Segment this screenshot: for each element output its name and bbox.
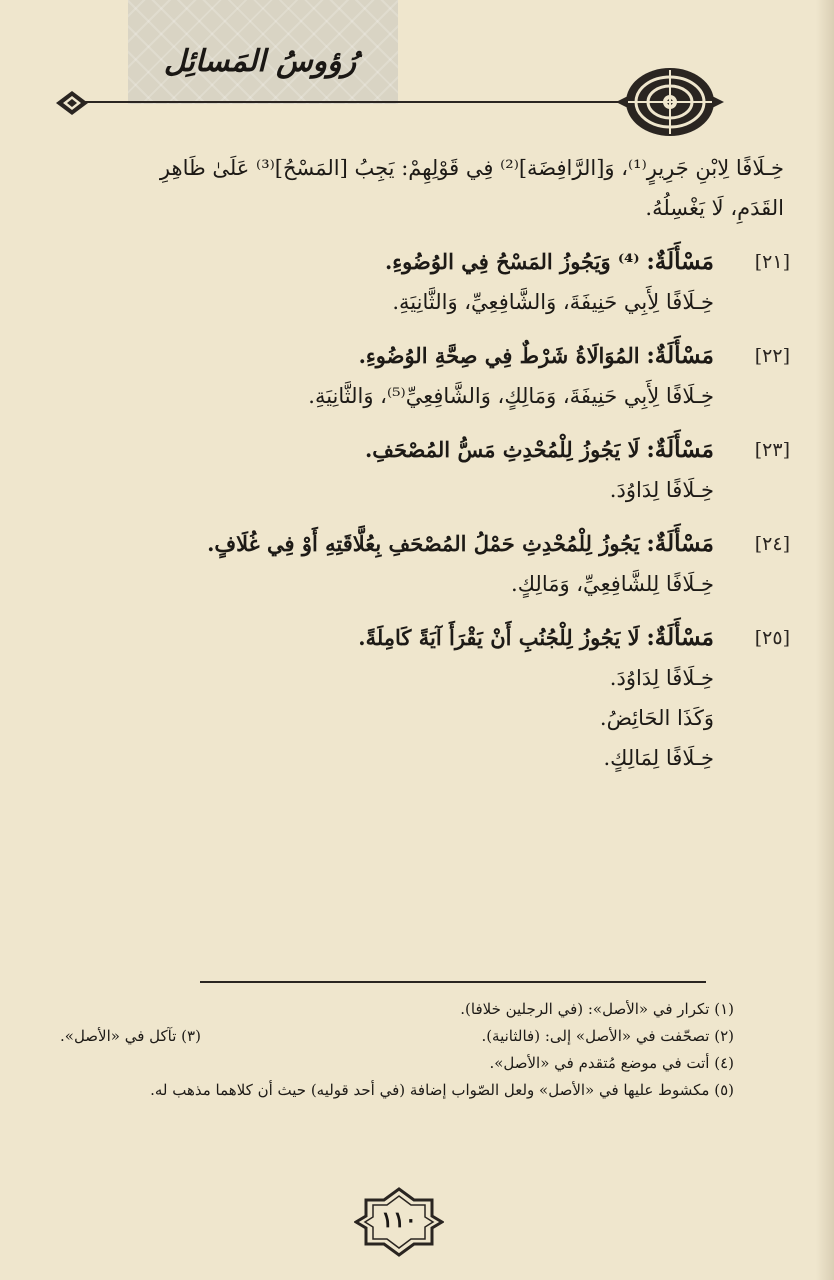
masala-number: [٢٢] — [754, 345, 790, 367]
masala-keyword: مَسْأَلَةٌ: — [646, 436, 714, 463]
masala-text: يَجُوزُ لِلْمُحْدِثِ حَمْلُ المُصْحَفِ بِعُلَّاقَتِهِ أَوْ فِي غُلَافٍ. — [207, 531, 640, 556]
footnote-5: (٥) مكشوط عليها في «الأصل» ولعل الصّواب إضافة (في أحد قوليه) حيث أن كلاهما مذهب له. — [150, 1081, 734, 1099]
masala-number: [٢٤] — [754, 533, 790, 555]
page-number: ١١٠ — [381, 1207, 417, 1233]
masala-25 — [40, 618, 790, 778]
footnote-2: (٢) تصحّفت في «الأصل» إلى: (فالثانية). — [481, 1027, 734, 1045]
masala-keyword: مَسْأَلَةٌ: — [646, 530, 714, 557]
intro-line-1: خِـلَافًا لِابْنِ جَرِيرٍ⁽¹⁾، وَ[الرَّافِضَة]⁽²⁾ فِي قَوْلِهِمْ: يَجِبُ [المَسْحُ]⁽³⁾ عَلَىٰ ظَاهِرِ — [159, 156, 784, 180]
masala-keyword: مَسْأَلَةٌ: — [646, 248, 714, 275]
masala-23 — [40, 430, 790, 510]
masala-line: خِـلَافًا لِأَبِي حَنِيفَةَ، وَمَالِكٍ، وَالشَّافِعِيِّ⁽⁵⁾، وَالثَّانِيَةِ. — [308, 384, 714, 408]
footnote-1: (١) تكرار في «الأصل»: (في الرجلين خلافا). — [460, 1000, 734, 1018]
masala-number: [٢٥] — [754, 627, 790, 649]
page-edge-shadow — [816, 0, 834, 1280]
masala-text: لَا يَجُوزُ لِلْمُحْدِثِ مَسُّ المُصْحَفِ. — [364, 437, 640, 462]
masala-line: وَكَذَا الحَائِضُ. — [599, 706, 714, 730]
masala-21 — [40, 242, 790, 322]
masala-text: ⁽⁴⁾ وَيَجُوزُ المَسْحُ فِي الوُضُوءِ. — [384, 249, 640, 274]
masala-number: [٢٣] — [754, 439, 790, 461]
diamond-ornament-icon — [52, 89, 92, 117]
footnote-4: (٤) أتت في موضع مُتقدم في «الأصل». — [489, 1054, 734, 1072]
footnote-3: (٣) تآكل في «الأصل». — [60, 1027, 201, 1045]
rosette-ornament-icon — [614, 66, 726, 138]
masala-line: خِـلَافًا لِأَبِي حَنِيفَةَ، وَالشَّافِعِيِّ، وَالثَّانِيَةِ. — [392, 290, 714, 314]
masala-line: خِـلَافًا لِدَاوُدَ. — [609, 666, 714, 690]
masala-text: لَا يَجُوزُ لِلْجُنُبِ أَنْ يَقْرَأَ آيَةً كَامِلَةً. — [358, 625, 640, 650]
masala-keyword: مَسْأَلَةٌ: — [646, 342, 714, 369]
main-text — [40, 148, 790, 778]
header-rule — [82, 101, 624, 103]
intro-line-2: القَدَمِ، لَا يَغْسِلُهُ. — [645, 196, 784, 220]
footnotes — [60, 996, 734, 1104]
masala-22 — [40, 336, 790, 416]
masala-line: خِـلَافًا لِدَاوُدَ. — [609, 478, 714, 502]
masala-text: المُوَالَاةُ شَرْطٌ فِي صِحَّةِ الوُضُوءِ. — [358, 343, 640, 368]
masala-keyword: مَسْأَلَةٌ: — [646, 624, 714, 651]
masala-24 — [40, 524, 790, 604]
masala-line: خِـلَافًا لِمَالِكٍ. — [603, 746, 714, 770]
footnote-rule — [200, 981, 706, 983]
masala-number: [٢١] — [754, 251, 790, 273]
masala-line: خِـلَافًا لِلشَّافِعِيِّ، وَمَالِكٍ. — [511, 572, 714, 596]
running-title: رُؤوسُ المَسائِل — [163, 44, 357, 79]
